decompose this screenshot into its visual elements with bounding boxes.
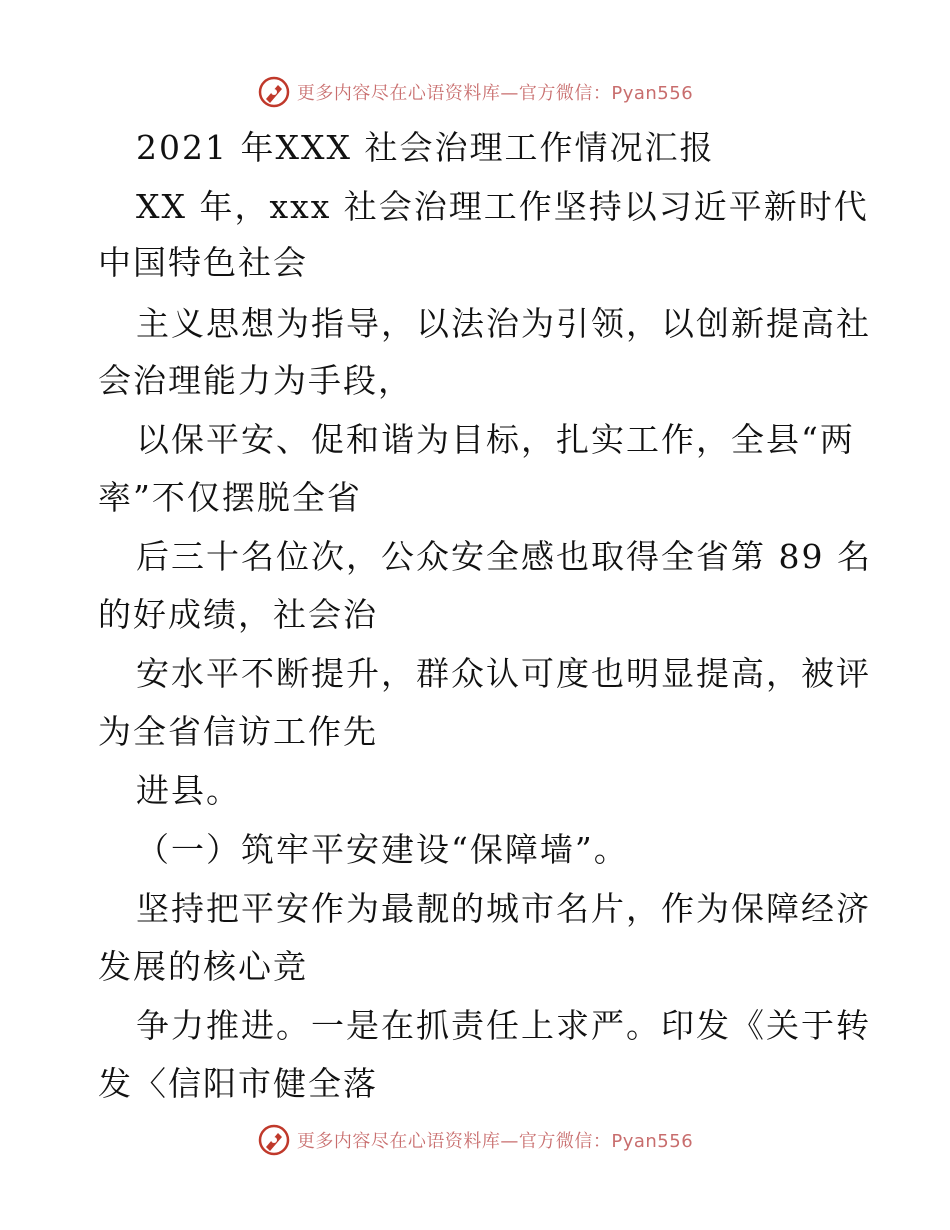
paragraph-line: 安水平不断提升，群众认可度也明显提高，被评 <box>136 654 871 693</box>
paragraph-line: 发〈信阳市健全落 <box>98 1064 378 1103</box>
paragraph-line: XX 年，xxx 社会治理工作坚持以习近平新时代 <box>136 187 869 226</box>
paragraph-line: 发展的核心竞 <box>98 947 308 986</box>
paragraph-line: 主义思想为指导，以法治为引领，以创新提高社 <box>136 304 871 343</box>
paragraph-line: 争力推进。一是在抓责任上求严。印发《关于转 <box>136 1006 871 1045</box>
paragraph-line: 坚持把平安作为最靓的城市名片，作为保障经济 <box>136 889 871 928</box>
paragraph-line: 后三十名位次，公众安全感也取得全省第 89 名 <box>136 537 872 576</box>
document-title: 2021 年XXX 社会治理工作情况汇报 <box>136 128 715 167</box>
section-heading: （一）筑牢平安建设“保障墙”。 <box>136 830 629 869</box>
paragraph-line: 的好成绩，社会治 <box>98 595 378 634</box>
paragraph-line: 中国特色社会 <box>98 243 308 282</box>
pen-logo-icon <box>257 1123 291 1157</box>
paragraph-line: 率”不仅摆脱全省 <box>98 478 362 517</box>
pen-logo-icon <box>257 75 291 109</box>
paragraph-line: 会治理能力为手段， <box>98 361 413 400</box>
watermark-text: 更多内容尽在心语资料库—官方微信：Pyan556 <box>296 1131 694 1152</box>
header-watermark <box>0 72 950 112</box>
paragraph-line: 进县。 <box>136 771 241 810</box>
watermark-text: 更多内容尽在心语资料库—官方微信：Pyan556 <box>296 83 694 104</box>
paragraph-line: 以保平安、促和谐为目标，扎实工作，全县“两 <box>136 420 855 459</box>
paragraph-line: 为全省信访工作先 <box>98 712 378 751</box>
footer-watermark <box>0 1120 950 1160</box>
